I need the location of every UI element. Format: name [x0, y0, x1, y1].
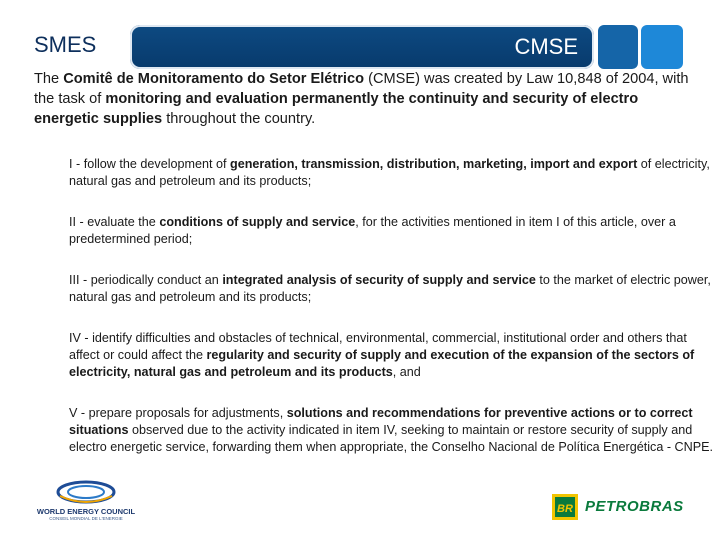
item-bold-run: conditions of supply and service	[159, 215, 356, 229]
item-text-run: V - prepare proposals for adjustments,	[69, 406, 287, 420]
item-bold-run: regularity and security of supply and execution of the expansion of the sectors of electricity, natural gas and petroleum and its products	[69, 348, 695, 379]
list-item	[69, 214, 715, 248]
header-square-light	[641, 25, 683, 69]
petrobras-logo-text: PETROBRAS	[585, 498, 684, 515]
item-list	[69, 156, 715, 480]
item-text-run: to the market of electric power, natural gas and petroleum and its products;	[69, 273, 711, 304]
item-bold-run: solutions and recommendations for preventive actions or to correct situations	[69, 406, 693, 437]
header-bar	[130, 25, 594, 69]
item-text-run: , for the activities mentioned in item I of this article, over a predetermined period;	[69, 215, 676, 246]
list-item	[69, 156, 715, 190]
intro-bold-run: Comitê de Monitoramento do Setor Elétrico	[63, 71, 365, 87]
list-item	[69, 272, 715, 306]
intro-text-run: (CMSE) was created by Law 10,848 of 2004, with the task of	[34, 71, 689, 107]
wec-subtitle: CONSEIL MONDIAL DE L'ENERGIE	[49, 516, 123, 521]
header-square-dark	[598, 25, 638, 69]
intro-text-run: throughout the country.	[162, 111, 316, 127]
wec-name: WORLD ENERGY COUNCIL	[36, 507, 136, 516]
item-text-run: of electricity, natural gas and petroleum and its products;	[69, 157, 710, 188]
slide-title: CMSE	[514, 34, 578, 59]
intro-bold-run: monitoring and evaluation permanently the continuity and security of electro energetic supplies	[34, 91, 639, 127]
item-text-run: III - periodically conduct an	[69, 273, 223, 287]
item-text-run: II - evaluate the	[69, 215, 160, 229]
br-mark: BR	[557, 503, 573, 515]
item-text-run: observed due to the activity indicated in item IV, seeking to maintain or restore security of supply and electro energetic service, forwarding them when appropriate, the Conselho Nacional de Política Energética - CNPE.	[69, 423, 714, 454]
section-title: SMES	[34, 32, 97, 57]
intro-paragraph	[34, 69, 704, 129]
item-bold-run: integrated analysis of security of supply and service	[222, 273, 536, 287]
item-text-run: I - follow the development of	[69, 157, 231, 171]
item-text-run: IV - identify difficulties and obstacles of technical, environmental, commercial, institutional order and others that affect or could affect the	[69, 331, 687, 362]
intro-text-run: The	[34, 71, 64, 87]
petrobras-br-icon	[552, 494, 578, 520]
list-item	[69, 405, 715, 456]
world-energy-council-logo	[26, 478, 146, 530]
list-item	[69, 330, 715, 381]
item-bold-run: generation, transmission, distribution, marketing, import and export	[230, 157, 638, 171]
item-text-run: , and	[392, 365, 421, 379]
